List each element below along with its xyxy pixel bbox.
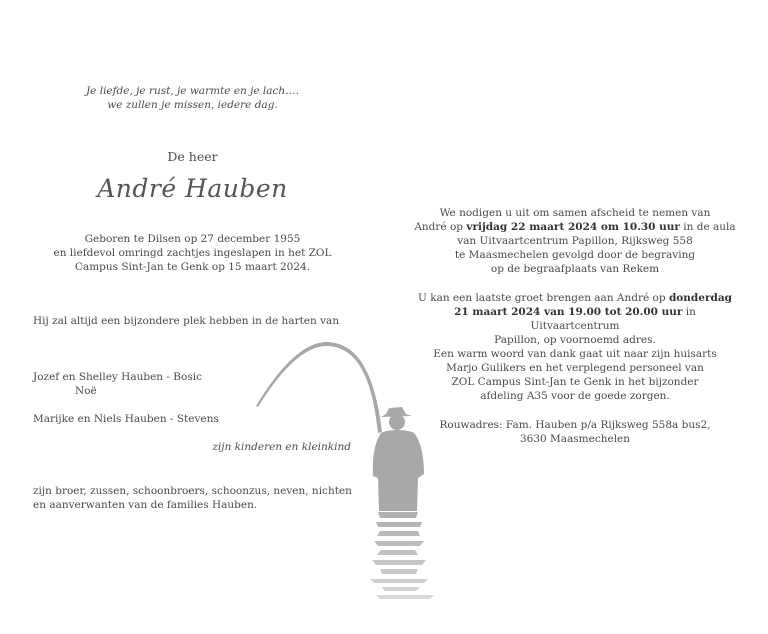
last-greeting-paragraph	[410, 291, 740, 347]
invitation-line-5: op de begraafplaats van Rekem	[490, 263, 660, 275]
children-caption: zijn kinderen en kleinkind	[212, 441, 351, 453]
thanks-line-3: ZOL Campus Sint-Jan te Genk in het bijzonder	[451, 376, 699, 388]
greeting-line-2b: in Uitvaartcentrum	[530, 306, 696, 332]
address-line-1: Rouwadres: Fam. Hauben p/a Rijksweg 558a bus2,	[439, 419, 711, 431]
poem-line-2: we zullen je missen, iedere dag.	[107, 99, 278, 111]
greeting-line-3: Papillon, op voornoemd adres.	[494, 334, 656, 346]
address-line-2: 3630 Maasmechelen	[519, 433, 631, 445]
greeting-line-1	[410, 291, 740, 305]
invitation-line-4: te Maasmechelen gevolgd door de begraving	[454, 249, 696, 261]
greeting-line-2	[410, 305, 740, 333]
birth-death-info	[40, 232, 345, 274]
born-line-2: en liefdevol omringd zachtjes ingeslapen in het ZOL	[53, 247, 332, 259]
invitation-line-1: We nodigen u uit om samen afscheid te nemen van	[439, 207, 711, 219]
greeting-line-1a: U kan een laatste groet brengen aan André op	[418, 292, 669, 304]
heart-line: Hij zal altijd een bijzondere plek hebben in de harten van	[33, 315, 340, 327]
invitation-line-2a: André op	[414, 221, 467, 233]
relatives-line-2: en aanverwanten van de families Hauben.	[33, 499, 258, 511]
family-child-2: Marijke en Niels Hauben - Stevens	[33, 413, 219, 425]
mourning-address	[410, 418, 740, 446]
invitation-paragraph	[410, 206, 740, 276]
greeting-datetime: 21 maart 2024 van 19.00 tot 20.00 uur	[454, 306, 683, 318]
invitation-line-2c: in de aula	[679, 221, 736, 233]
invitation-date: vrijdag 22 maart 2024 om 10.30 uur	[466, 221, 680, 233]
family-child-1: Jozef en Shelley Hauben - Bosic	[33, 371, 202, 383]
poem-line-1: Je liefde, je rust, je warmte en je lach….	[85, 85, 300, 97]
poem-quote	[60, 84, 325, 112]
salutation: De heer	[167, 149, 218, 164]
family-grandchild: Noë	[75, 385, 97, 397]
born-line-1: Geboren te Dilsen op 27 december 1955	[84, 233, 301, 245]
thanks-line-1: Een warm woord van dank gaat uit naar zijn huisarts	[433, 348, 717, 360]
relatives-line-1: zijn broer, zussen, schoonbroers, schoonzus, neven, nichten	[33, 485, 352, 497]
thanks-paragraph	[410, 347, 740, 403]
deceased-name: André Hauben	[97, 174, 288, 203]
born-line-3: Campus Sint-Jan te Genk op 15 maart 2024.	[74, 261, 311, 273]
invitation-line-2	[410, 220, 740, 234]
greeting-day: donderdag	[668, 292, 732, 304]
thanks-line-4: afdeling A35 voor de goede zorgen.	[480, 390, 670, 402]
invitation-line-3: van Uitvaartcentrum Papillon, Rijksweg 558	[457, 235, 693, 247]
thanks-line-2: Marjo Gulikers en het verplegend personeel van	[446, 362, 704, 374]
